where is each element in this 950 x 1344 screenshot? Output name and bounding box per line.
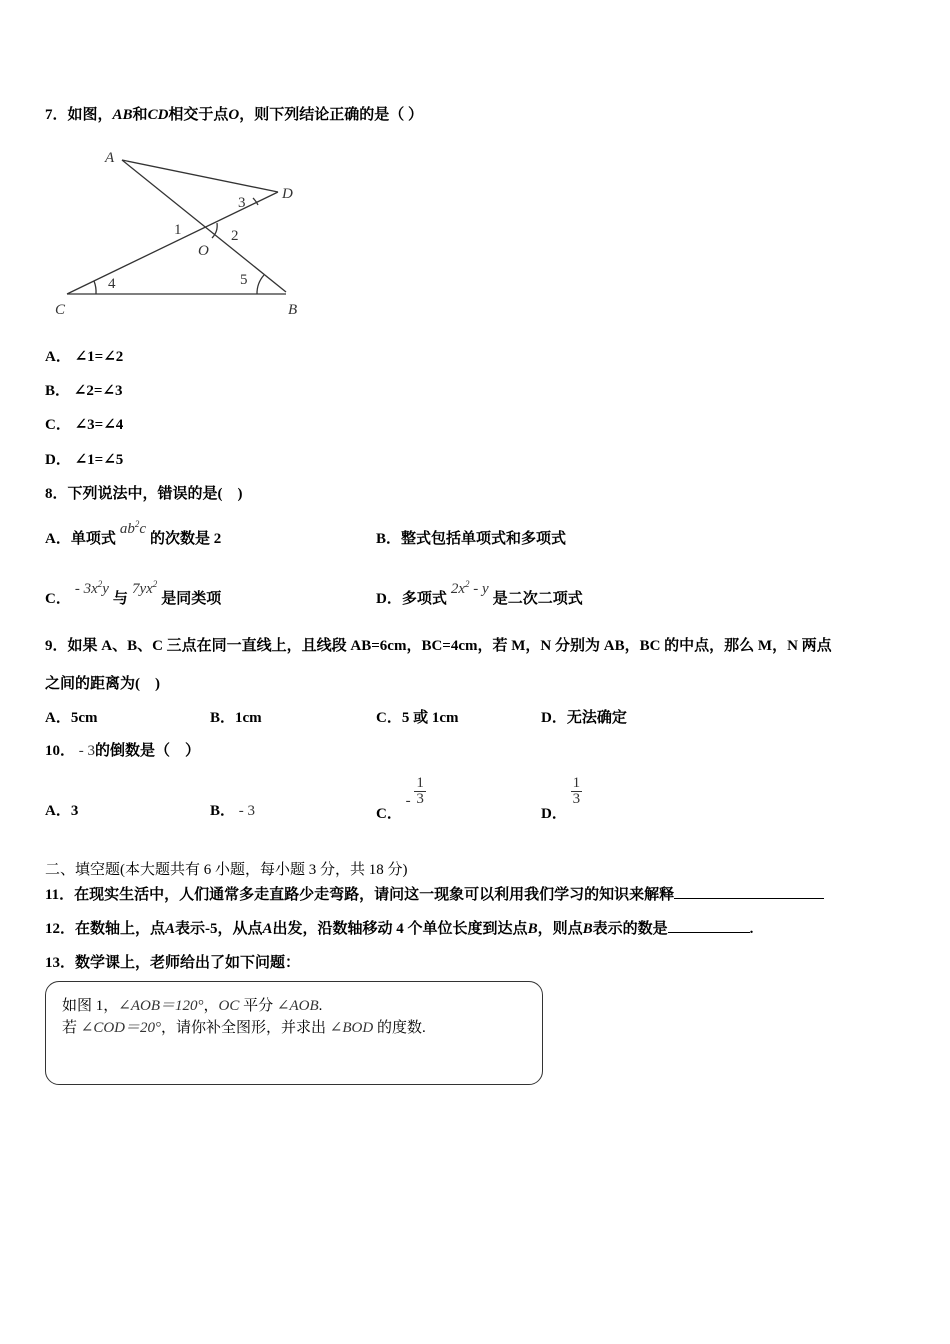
q7-ab: AB (112, 107, 133, 123)
q7-figure (50, 140, 320, 325)
q8-a-expression: $ab^2c$ (119, 519, 147, 537)
label-o: O (198, 243, 209, 259)
q12-answer-blank[interactable] (668, 932, 750, 933)
q7-option-b[interactable]: B． ∠2=∠3 (45, 383, 123, 399)
q9-option-d[interactable]: D．无法确定 (541, 710, 627, 726)
q8-option-c[interactable]: C．- $3x^2y$与$7yx^2$是同类项 (45, 579, 222, 607)
q12: 12．在数轴上，点A表示-5，从点A出发，沿数轴移动 4 个单位长度到达点B，则点B表示的数是 . (45, 921, 754, 937)
label-3: 3 (238, 195, 246, 211)
label-4: 4 (108, 276, 116, 292)
q13-box-line1: 如图 1，∠AOB＝120°，OC 平分 ∠AOB. (62, 998, 323, 1014)
q9-stem-line1: 9．如果 A、B、C 三点在同一直线上，且线段 AB=6cm，BC=4cm，若 M，N 分别为 AB，BC 的中点，那么 M，N 两点 (45, 638, 832, 654)
q7-text-mid: 相交于点 (168, 107, 229, 123)
q7-text-post: ，则下列结论正确的是（ ） (239, 107, 424, 123)
q10-option-b[interactable]: B． - 3 (210, 803, 256, 819)
q7-stem (45, 103, 423, 124)
q7-option-a[interactable]: A． ∠1=∠2 (45, 349, 124, 365)
arc-angle-4 (94, 281, 96, 294)
q8-stem: 8．下列说法中，错误的是( ) (45, 486, 243, 502)
arc-angle-5 (257, 275, 264, 294)
q8-d-expression: $2x^2$ - y (450, 579, 489, 597)
q7-cd: CD (147, 107, 169, 123)
segment-ad (122, 160, 278, 192)
q8-option-a[interactable]: A．单项式$ab^2c$的次数是 2 (45, 519, 222, 547)
q9-stem-line2: 之间的距离为( ) (45, 676, 160, 692)
q9-option-c[interactable]: C．5 或 1cm (376, 710, 459, 726)
q10-option-a[interactable]: A．3 (45, 803, 79, 819)
q9-option-a[interactable]: A．5cm (45, 710, 98, 726)
q11-answer-blank[interactable] (674, 898, 824, 899)
q7-text-pre: 如图， (67, 107, 113, 123)
section-2-heading: 二、填空题(本大题共有 6 小题，每小题 3 分，共 18 分) (45, 862, 408, 878)
label-a: A (105, 150, 115, 166)
q8-option-d[interactable]: D．多项式$2x^2$ - y是二次二项式 (376, 579, 583, 607)
segment-ab (122, 160, 286, 292)
q8-c-expression-2: $7yx^2$ (131, 579, 158, 597)
q8-option-b[interactable]: B．整式包括单项式和多项式 (376, 531, 567, 547)
q10-value: - 3 (78, 743, 96, 759)
q8-c-expression-1: - $3x^2y$ (74, 579, 109, 597)
q7-option-c[interactable]: C． ∠3=∠4 (45, 417, 124, 433)
q7-number: 7． (45, 107, 68, 123)
q10-option-c[interactable]: C． - $\frac{1}{3}$ (376, 775, 424, 822)
label-d: D (282, 186, 293, 202)
q7-text-and: 和 (132, 107, 148, 123)
q13-box-line2: 若 ∠COD＝20°，请你补全图形，并求出 ∠BOD 的度数. (62, 1020, 426, 1036)
q10-stem: 10． - 3的倒数是（ ） (45, 743, 201, 759)
q10-c-fraction: $\frac{1}{3}$ (416, 775, 424, 807)
label-5: 5 (240, 272, 248, 288)
q11: 11．在现实生活中，人们通常多走直路少走弯路，请问这一现象可以利用我们学习的知识来解释 (45, 883, 824, 904)
q7-option-d[interactable]: D． ∠1=∠5 (45, 452, 124, 468)
label-c: C (55, 302, 66, 318)
label-b: B (288, 302, 298, 318)
q9-option-b[interactable]: B．1cm (210, 710, 262, 726)
q13-stem: 13．数学课上，老师给出了如下问题： (45, 955, 301, 971)
q10-option-d[interactable]: D． $\frac{1}{3}$ (541, 775, 581, 822)
label-2: 2 (231, 228, 239, 244)
q7-o: O (228, 107, 240, 123)
label-1: 1 (174, 222, 182, 238)
q10-d-fraction: $\frac{1}{3}$ (572, 775, 581, 807)
